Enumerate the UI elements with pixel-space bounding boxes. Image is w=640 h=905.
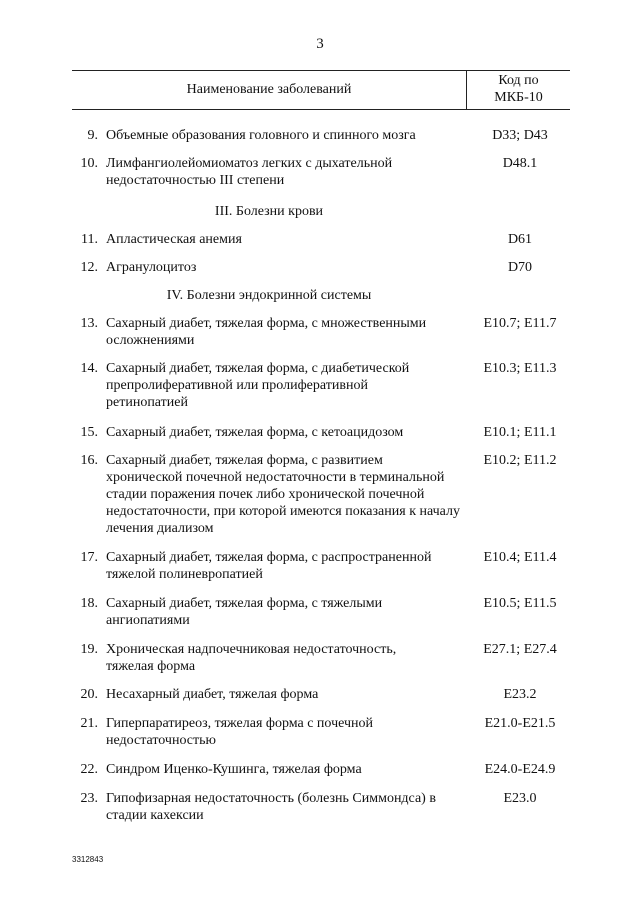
row-text: Хроническая надпочечниковая недостаточность, тяжелая форма bbox=[106, 642, 397, 674]
row-text: Лимфангиолейомиоматоз легких с дыхательной недостаточностью III степени bbox=[106, 156, 393, 188]
row-number: 20. bbox=[80, 687, 98, 702]
row-code: E10.4; E11.4 bbox=[483, 550, 557, 565]
table-header bbox=[72, 70, 570, 110]
page-number: 3 bbox=[316, 36, 324, 52]
section-heading: IV. Болезни эндокринной системы bbox=[166, 288, 372, 303]
header-code-line1: Код по bbox=[498, 73, 539, 88]
row-text: Сахарный диабет, тяжелая форма, с развитием хронической почечной недостаточности в терминальной стадии поражения почек либо хронической почечной недостаточности, при которой имеются показания к началу лечения диализом bbox=[106, 453, 460, 536]
row-number: 10. bbox=[80, 156, 98, 171]
row-text: Агранулоцитоз bbox=[106, 260, 197, 275]
row-number: 22. bbox=[80, 762, 98, 777]
row-number: 17. bbox=[80, 550, 98, 565]
row-code: E27.1; E27.4 bbox=[483, 642, 557, 657]
row-text: Сахарный диабет, тяжелая форма, с тяжелыми ангиопатиями bbox=[106, 596, 383, 628]
row-text: Сахарный диабет, тяжелая форма, с множественными осложнениями bbox=[106, 316, 427, 348]
row-number: 18. bbox=[80, 596, 98, 611]
row-number: 14. bbox=[80, 361, 98, 376]
row-number: 21. bbox=[80, 716, 98, 731]
row-text: Сахарный диабет, тяжелая форма, с кетоацидозом bbox=[106, 425, 404, 440]
row-text: Гипофизарная недостаточность (болезнь Симмондса) в стадии кахексии bbox=[106, 791, 436, 823]
row-code: E10.2; E11.2 bbox=[483, 453, 557, 468]
row-text: Гиперпаратиреоз, тяжелая форма с почечной недостаточностью bbox=[106, 716, 373, 748]
row-number: 23. bbox=[80, 791, 98, 806]
row-code: E10.5; E11.5 bbox=[483, 596, 557, 611]
row-number: 9. bbox=[87, 128, 98, 143]
row-text: Объемные образования головного и спинного мозга bbox=[106, 128, 416, 143]
row-code: E10.1; E11.1 bbox=[483, 425, 557, 440]
row-code: E10.7; E11.7 bbox=[483, 316, 557, 331]
row-text: Апластическая анемия bbox=[106, 232, 242, 247]
row-text: Сахарный диабет, тяжелая форма, с диабетической препролиферативной или пролиферативной ретинопатией bbox=[106, 361, 410, 410]
header-code-column bbox=[467, 72, 570, 106]
row-code: E21.0-E21.5 bbox=[484, 716, 556, 731]
row-code: D61 bbox=[507, 232, 533, 247]
row-number: 12. bbox=[80, 260, 98, 275]
row-text: Несахарный диабет, тяжелая форма bbox=[106, 687, 319, 702]
row-code: E23.0 bbox=[503, 791, 537, 806]
row-number: 15. bbox=[80, 425, 98, 440]
section-heading: III. Болезни крови bbox=[214, 204, 324, 219]
footer-doc-code: 3312843 bbox=[72, 855, 104, 864]
row-number: 16. bbox=[80, 453, 98, 468]
row-number: 13. bbox=[80, 316, 98, 331]
row-text: Сахарный диабет, тяжелая форма, с распространенной тяжелой полиневропатией bbox=[106, 550, 432, 582]
row-code: D48.1 bbox=[502, 156, 538, 171]
row-code: D33; D43 bbox=[492, 128, 548, 143]
row-code: E10.3; E11.3 bbox=[483, 361, 557, 376]
header-name-column: Наименование заболеваний bbox=[186, 82, 352, 97]
header-code-line2: МКБ-10 bbox=[494, 90, 543, 105]
row-code: E23.2 bbox=[503, 687, 537, 702]
row-code: E24.0-E24.9 bbox=[484, 762, 556, 777]
row-code: D70 bbox=[507, 260, 533, 275]
row-number: 19. bbox=[80, 642, 98, 657]
row-number: 11. bbox=[81, 232, 98, 247]
row-text: Синдром Иценко-Кушинга, тяжелая форма bbox=[106, 762, 362, 777]
